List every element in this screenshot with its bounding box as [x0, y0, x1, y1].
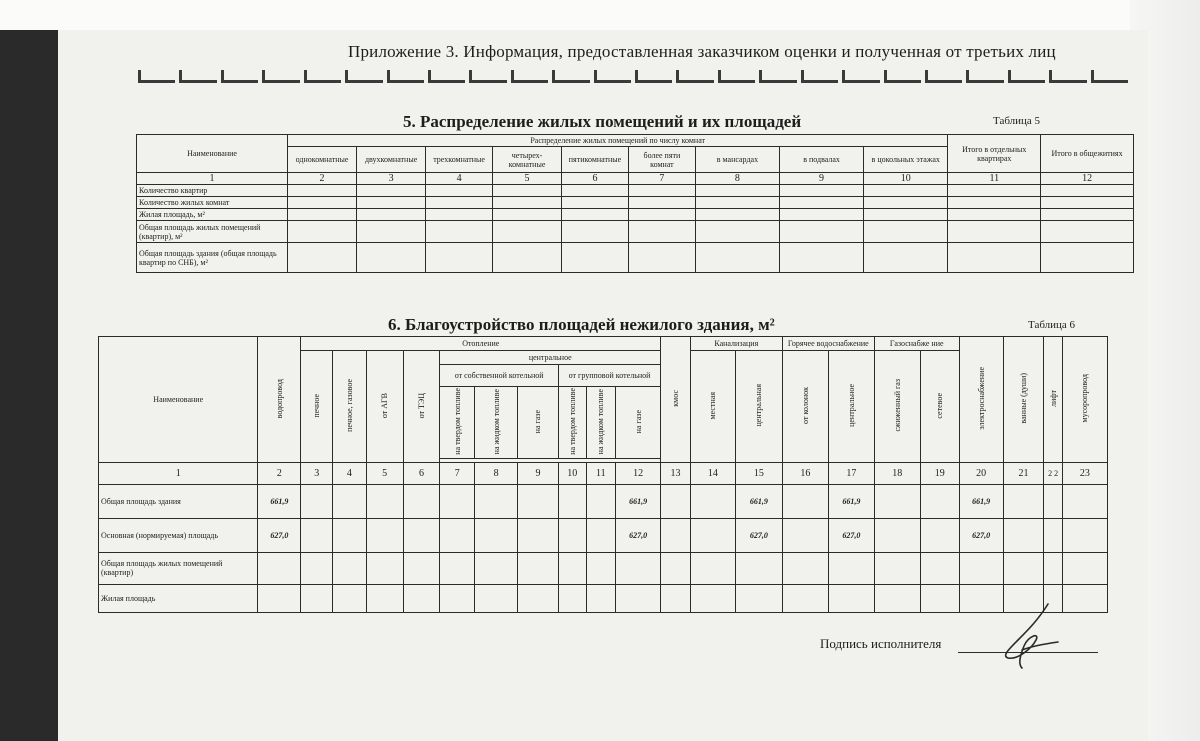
table6-stove-header: печное: [301, 351, 333, 463]
table5-col-number: 6: [562, 173, 629, 185]
table6-col-number: 21: [1003, 462, 1044, 484]
table6-net-gas-header: сетевое: [920, 351, 959, 463]
table6-col-number: 10: [558, 462, 586, 484]
table5-name-header: Наименование: [137, 135, 288, 173]
table6-col-number: 11: [586, 462, 616, 484]
table6-own-gas-header: на газе: [518, 387, 559, 459]
table6-own-boiler-header: от собственной котельной: [440, 365, 559, 387]
table5: [136, 134, 1134, 273]
table5-group-header: Распределение жилых помещений по числу комнат: [288, 135, 948, 147]
appendix-heading: Приложение 3. Информация, предоставленная заказчиком оценки и полученная от третьих лиц: [348, 42, 1056, 61]
table6-col-number: 19: [920, 462, 959, 484]
table6-sewer-local-header: местная: [690, 351, 735, 463]
table5-col-header: в мансардах: [695, 147, 779, 173]
table5-col-header: трехкомнатные: [426, 147, 493, 173]
table6-agv-header: от АГВ: [366, 351, 403, 463]
table6-own-solid-header: на твердом топливе: [440, 387, 475, 459]
table5-col-number: 5: [493, 173, 562, 185]
table6-col-number: 23: [1062, 462, 1107, 484]
table-row: [137, 243, 1134, 273]
table6-row-label: Основная (нормируемая) площадь: [99, 518, 258, 552]
table6-cell-value: 661,9: [828, 484, 874, 518]
table5-col-header: однокомнатные: [288, 147, 357, 173]
table6-hotwater-header: Горячее водоснабжение: [782, 337, 874, 351]
table6-own-liquid-header: на жидком топливе: [475, 387, 518, 459]
table-row: [99, 584, 1108, 612]
table6-sewer-header: Канализация: [690, 337, 782, 351]
table6-group-solid-header: на твердом топливе: [558, 387, 586, 459]
signature-scribble: [988, 600, 1068, 670]
table6-electric-header: электроснабжение: [959, 337, 1003, 463]
table6-row-label: Общая площадь здания: [99, 484, 258, 518]
table5-row-label: Жилая площадь, м²: [137, 209, 288, 221]
table5-total-separate: Итого в отдельных квартирах: [948, 135, 1041, 173]
table6-col-number: 5: [366, 462, 403, 484]
table-row: [99, 552, 1108, 584]
table5-col-number: 2: [288, 173, 357, 185]
table5-col-header: двухкомнатные: [357, 147, 426, 173]
table6-col-number: 16: [782, 462, 828, 484]
table5-row-label: Количество квартир: [137, 185, 288, 197]
table6-col-number: 13: [661, 462, 691, 484]
table5-title: 5. Распределение жилых помещений и их площадей: [403, 112, 802, 131]
table6-central-header: центральное: [440, 351, 661, 365]
table6-hot-from-col-header: от колонок: [782, 351, 828, 463]
table5-col-header: в подвалах: [779, 147, 863, 173]
table6-cell-value: 661,9: [959, 484, 1003, 518]
table5-col-number: 4: [426, 173, 493, 185]
scan-dark-edge: [0, 30, 58, 741]
table6-col-number: 2: [258, 462, 301, 484]
table5-number: Таблица 5: [993, 115, 1041, 127]
table5-col-number: 7: [628, 173, 695, 185]
table6-hot-central-header: центральное: [828, 351, 874, 463]
table6-cell-value: 627,0: [828, 518, 874, 552]
table6-col-number: 12: [616, 462, 661, 484]
document-page: [58, 30, 1148, 741]
table6-row-label: Жилая площадь: [99, 584, 258, 612]
table5-col-header: пятикомнатные: [562, 147, 629, 173]
table5-col-header: в цокольных этажах: [864, 147, 948, 173]
table6-sewer-central-header: центральная: [735, 351, 782, 463]
table6-gassupply-header: Газоснабже ние: [874, 337, 959, 351]
table5-col-header: четырехкомнатные: [493, 147, 562, 173]
table6-col-number: 15: [735, 462, 782, 484]
table5-col-number: 8: [695, 173, 779, 185]
table-row: [137, 221, 1134, 243]
table6-col-number: 1: [99, 462, 258, 484]
table6-cell-value: 661,9: [258, 484, 301, 518]
table6-col-number: 3: [301, 462, 333, 484]
table6-cell-value: 661,9: [616, 484, 661, 518]
table6: [98, 336, 1108, 613]
table5-col-number: 12: [1041, 173, 1134, 185]
table6-col-number: 4: [333, 462, 367, 484]
table6-group-boiler-header: от групповой котельной: [558, 365, 660, 387]
table6-group-gas-header: на газе: [616, 387, 661, 459]
table6-col-number: 20: [959, 462, 1003, 484]
table5-col-number: 10: [864, 173, 948, 185]
table5-total-dorm: Итого в общежитиях: [1041, 135, 1134, 173]
table6-garbage-header: мусоропровод: [1062, 337, 1107, 463]
table6-col-number: 7: [440, 462, 475, 484]
table6-stove-gas-header: печное, газовое: [333, 351, 367, 463]
scan-top-margin: [0, 0, 1200, 30]
table-row: [137, 209, 1134, 221]
table6-cell-value: 627,0: [258, 518, 301, 552]
table6-col-number: 9: [518, 462, 559, 484]
table5-row-label: Общая площадь здания (общая площадь квартир по СНБ), м²: [137, 243, 288, 273]
table6-col-number: 17: [828, 462, 874, 484]
table5-row-label: Общая площадь жилых помещений (квартир), м²: [137, 221, 288, 243]
table6-lift-header: лифт: [1044, 337, 1062, 463]
signature-label: Подпись исполнителя: [820, 636, 942, 651]
table-row: [99, 518, 1108, 552]
table6-col-number: 14: [690, 462, 735, 484]
table5-col-header: более пяти комнат: [628, 147, 695, 173]
table6-cell-value: 661,9: [735, 484, 782, 518]
table6-water-header: водопровод: [258, 337, 301, 463]
table6-col-number: 18: [874, 462, 920, 484]
table6-col-number: 6: [403, 462, 440, 484]
table5-col-number: 11: [948, 173, 1041, 185]
table6-kmos-header: кмос: [661, 337, 691, 463]
table-row: [137, 185, 1134, 197]
table5-col-number: 3: [357, 173, 426, 185]
table6-cell-value: 627,0: [735, 518, 782, 552]
table6-row-label: Общая площадь жилых помещений (квартир): [99, 552, 258, 584]
table6-number: Таблица 6: [1028, 319, 1076, 331]
table5-row-label: Количество жилых комнат: [137, 197, 288, 209]
table6-tec-header: от ТЭЦ: [403, 351, 440, 463]
table6-col-number: 8: [475, 462, 518, 484]
table6-cell-value: 627,0: [959, 518, 1003, 552]
table6-cell-value: 627,0: [616, 518, 661, 552]
table6-liq-gas-header: сжиженный газ: [874, 351, 920, 463]
table6-heating-header: Отопление: [301, 337, 661, 351]
table-row: [137, 197, 1134, 209]
table6-group-liquid-header: на жидком топливе: [586, 387, 616, 459]
table-row: [99, 484, 1108, 518]
table6-name-header: Наименование: [99, 337, 258, 463]
table6-baths-header: ванные (души): [1003, 337, 1044, 463]
table5-col-number: 1: [137, 173, 288, 185]
table6-col-number: 2 2: [1044, 462, 1062, 484]
table5-col-number: 9: [779, 173, 863, 185]
binder-ring-marks: [138, 70, 1128, 90]
table6-title: 6. Благоустройство площадей нежилого здания, м²: [388, 315, 775, 334]
